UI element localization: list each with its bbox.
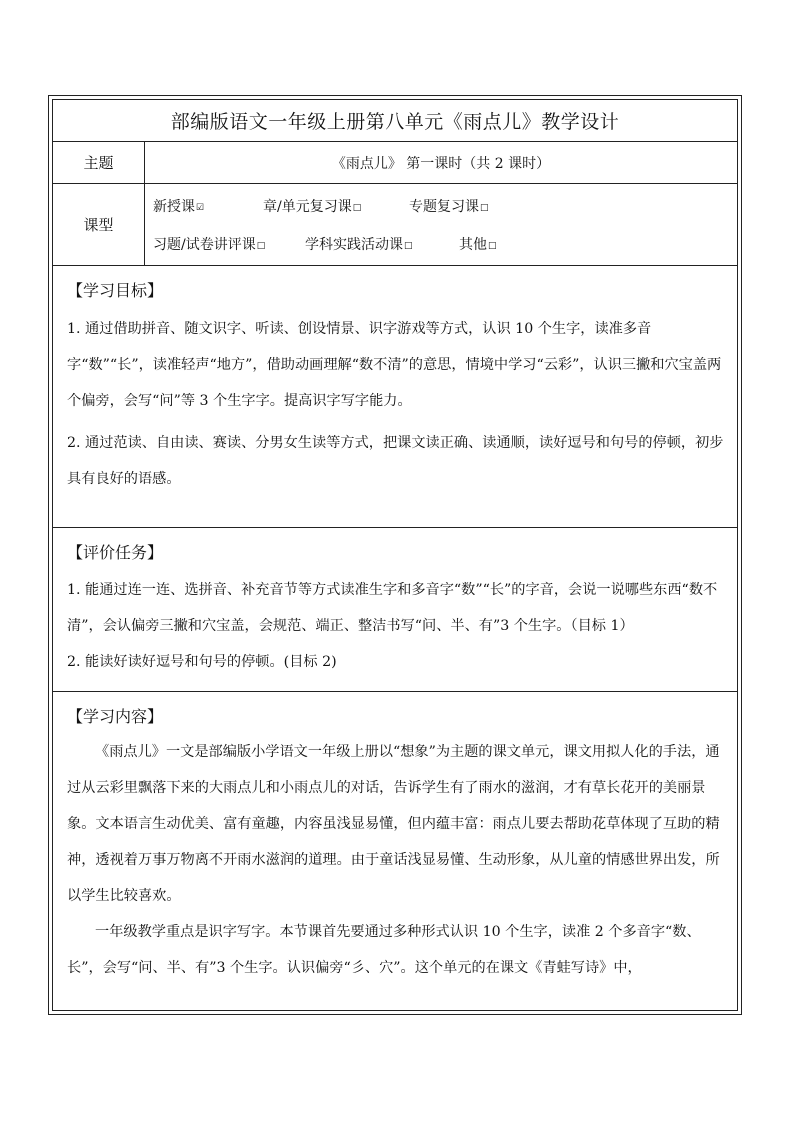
option-label: 章/单元复习课 [263,199,352,215]
lesson-plan-table [48,95,742,1015]
option-new-lesson[interactable] [153,196,204,216]
lesson-type-label: 课型 [53,184,145,265]
evaluation-section [53,528,737,692]
learning-goal-1: 1. 通过借助拼音、随文识字、听读、创设情景、识字游戏等方式，认识 10 个生字，读准多音字“数”“长”，读准轻声“地方”，借助动画理解“数不清”的意思，情境中学习“云彩”，认识三撇和穴宝盖两个偏旁，会写“问”等 3 个生字字。提高识字写字能力。 [67,321,722,409]
option-label: 其他 [459,237,487,253]
learning-goals-heading: 【学习目标】 [67,281,164,300]
learning-content-paragraph-1: 《雨点儿》一文是部编版小学语文一年级上册以“想象”为主题的课文单元，课文用拟人化的手法，通过从云彩里飘落下来的大雨点儿和小雨点儿的对话，告诉学生有了雨水的滋润，才有草长花开的美丽景象。文本语言生动优美、富有童趣，内容虽浅显易懂，但内蕴丰富：雨点儿要去帮助花草体现了互助的精神，透视着万事万物离不开雨水滋润的道理。由于童话浅显易懂、生动形象，从儿童的情感世界出发，所以学生比较喜欢。 [67,744,720,904]
option-exercise-review[interactable] [153,234,265,254]
lesson-type-options [145,184,737,265]
option-unit-review[interactable] [263,196,361,216]
evaluation-body [67,572,727,680]
learning-content-heading: 【学习内容】 [67,707,164,726]
evaluation-heading: 【评价任务】 [67,543,164,562]
option-topic-review[interactable] [409,196,489,216]
learning-content-paragraph-2: 一年级教学重点是识字写字。本节课首先要通过多种形式认识 10 个生字，读准 2 个多音字“数、长”，会写“问、半、有”3 个生字。认识偏旁“彡、穴”。这个单元的在课文《青蛙写诗》中， [67,924,701,976]
checked-box-icon: ☑ [196,203,205,213]
learning-goal-2: 2. 通过范读、自由读、赛读、分男女生读等方式，把课文读正确、读通顺，读好逗号和句号的停顿，初步具有良好的语感。 [67,435,724,487]
learning-goals-section [53,266,737,528]
checkbox-icon: □ [352,203,362,213]
learning-content-body [67,734,727,986]
checkbox-icon: □ [488,241,497,251]
document-title: 部编版语文一年级上册第八单元《雨点儿》教学设计 [53,100,737,142]
option-other[interactable] [459,234,497,254]
subject-value: 《雨点儿》 第一课时（共 2 课时） [331,155,551,172]
option-label: 新授课 [153,199,195,215]
learning-goals-body [67,311,727,497]
subject-label: 主题 [53,142,145,183]
checkbox-icon: □ [256,241,266,251]
learning-content-section [53,692,737,1010]
checkbox-icon: □ [480,203,489,213]
option-label: 专题复习课 [409,199,479,215]
evaluation-task-1: 1. 能通过连一连、选拼音、补充音节等方式读准生字和多音字“数”“长”的字音，会说一说哪些东西“数不清”，会认偏旁三撇和穴宝盖，会规范、端正、整洁书写“问、半、有”3 个生字。（目标 1） [67,582,718,634]
evaluation-task-2: 2. 能读好读好逗号和句号的停顿。(目标 2) [67,654,337,670]
option-label: 学科实践活动课 [305,237,403,253]
option-label: 习题/试卷讲评课 [153,237,256,253]
option-practice-activity[interactable] [305,234,413,254]
table-inner-border [52,99,738,1011]
checkbox-icon: □ [404,241,413,251]
subject-row [53,142,737,184]
lesson-type-row [53,184,737,266]
